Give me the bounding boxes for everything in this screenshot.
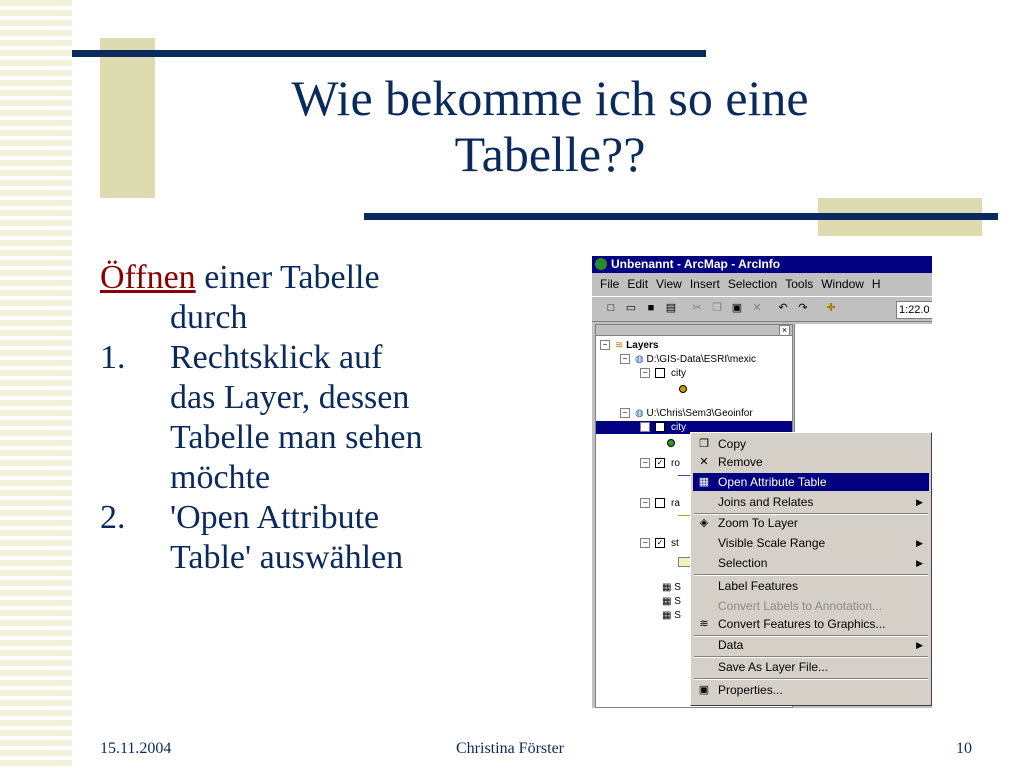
layer-checkbox[interactable]: ✓: [656, 458, 664, 468]
collapse-icon[interactable]: −: [600, 340, 610, 350]
dataframe-icon: ◍: [635, 408, 647, 419]
window-title: Unbenannt - ArcMap - ArcInfo: [611, 257, 781, 271]
menu-item-selection[interactable]: [693, 554, 929, 572]
copy-icon: ❐: [699, 438, 709, 450]
collapse-icon[interactable]: −: [640, 422, 650, 432]
table-label: S: [674, 596, 681, 607]
standard-toolbar: [592, 296, 932, 322]
toc-layer-ra[interactable]: [640, 497, 680, 510]
layer-checkbox[interactable]: ✓: [656, 538, 664, 548]
footer-page-number: 10: [956, 740, 972, 757]
menu-item-label: Zoom To Layer: [718, 516, 798, 530]
submenu-arrow-icon: ▶: [916, 558, 923, 568]
zoom-icon: ◈: [699, 517, 709, 529]
menu-item-joins-relates[interactable]: [693, 493, 929, 511]
menu-help[interactable]: H: [871, 277, 881, 291]
step-line: 'Open Attribute: [170, 499, 380, 536]
menu-separator: [694, 678, 928, 680]
intro-line: [100, 258, 540, 298]
menu-selection[interactable]: Selection: [727, 277, 778, 291]
menu-item-open-attribute-table[interactable]: [693, 473, 929, 491]
menu-item-label: Copy: [718, 437, 747, 451]
point-symbol-icon: [679, 385, 687, 393]
menu-bar: [592, 274, 932, 294]
footer-author: Christina Förster: [456, 740, 564, 757]
map-scale-field[interactable]: 1:22.0: [896, 301, 932, 319]
layer-label: st: [671, 538, 679, 549]
step-line: Rechtsklick auf: [170, 339, 383, 376]
top-rule: [72, 50, 706, 57]
menu-item-label: Data: [718, 638, 744, 652]
title-line-1: Wie bekomme ich so eine: [291, 70, 809, 126]
layer-checkbox[interactable]: [655, 368, 665, 378]
table-icon: ▦: [698, 476, 710, 488]
menu-insert[interactable]: Insert: [689, 277, 720, 291]
menu-item-label: Open Attribute Table: [718, 475, 827, 489]
step-1: [100, 338, 540, 498]
submenu-arrow-icon: ▶: [916, 497, 923, 507]
toc-layer-city-1[interactable]: [640, 367, 686, 380]
step-line: Table' auswählen: [170, 539, 404, 576]
title-line-2: Tabelle??: [454, 126, 646, 182]
slide-title: [190, 70, 910, 182]
toc-dataframe-2[interactable]: [620, 407, 753, 420]
step-2: [100, 498, 540, 578]
intro-continuation: durch: [170, 299, 248, 336]
menu-item-label: Properties...: [718, 683, 783, 697]
striped-left-border: [0, 0, 72, 768]
dataframe-1-label: D:\GIS-Data\ESRI\mexic: [646, 354, 756, 365]
new-icon[interactable]: □: [607, 302, 615, 314]
properties-icon: ▣: [698, 684, 710, 696]
cut-icon[interactable]: ✂: [692, 302, 702, 314]
collapse-icon[interactable]: −: [620, 354, 630, 364]
menu-item-copy[interactable]: [693, 435, 929, 453]
collapse-icon[interactable]: −: [640, 498, 650, 508]
open-icon[interactable]: ▭: [625, 302, 637, 314]
layer-label: city: [671, 422, 686, 433]
toc-table-2[interactable]: [662, 595, 681, 608]
step-line: das Layer, dessen: [170, 379, 410, 416]
menu-item-label: Remove: [718, 455, 763, 469]
paste-icon[interactable]: ▣: [731, 302, 743, 314]
menu-view[interactable]: View: [656, 277, 682, 291]
step-line: möchte: [170, 459, 271, 496]
menu-item-label: Save As Layer File...: [718, 660, 829, 674]
menu-item-label: Convert Features to Graphics...: [718, 617, 886, 631]
collapse-icon[interactable]: −: [640, 538, 650, 548]
close-icon[interactable]: ×: [779, 325, 790, 336]
menu-item-convert-features[interactable]: [693, 615, 929, 633]
menu-item-remove[interactable]: [693, 453, 929, 471]
menu-file[interactable]: File: [600, 277, 620, 291]
intro-link[interactable]: Öffnen: [100, 259, 196, 296]
layer-checkbox[interactable]: [655, 498, 665, 508]
undo-icon[interactable]: ↶: [778, 302, 788, 314]
footer-date: 15.11.2004: [100, 740, 172, 757]
layer-context-menu: [690, 432, 932, 706]
toc-layers-root[interactable]: [600, 339, 658, 352]
table-label: S: [674, 582, 681, 593]
menu-item-label-features[interactable]: [693, 577, 929, 595]
toc-table-3[interactable]: [662, 609, 681, 622]
menu-item-convert-labels: [693, 597, 929, 615]
menu-edit[interactable]: Edit: [627, 277, 649, 291]
submenu-arrow-icon: ▶: [916, 640, 923, 650]
table-icon: ▦: [662, 596, 675, 607]
table-icon: ▦: [662, 610, 675, 621]
dataframe-2-label: U:\Chris\Sem3\Geoinfor: [646, 408, 753, 419]
toc-layer-st[interactable]: [640, 537, 679, 550]
menu-item-save-layer-file[interactable]: [693, 658, 929, 676]
collapse-icon[interactable]: −: [640, 458, 650, 468]
redo-icon[interactable]: ↷: [798, 302, 808, 314]
collapse-icon[interactable]: −: [620, 408, 630, 418]
collapse-icon[interactable]: −: [640, 368, 650, 378]
arcmap-globe-icon: [595, 258, 607, 270]
intro-text: einer Tabelle: [195, 259, 380, 296]
layer-label: city: [671, 368, 686, 379]
menu-item-properties[interactable]: [693, 681, 929, 699]
save-icon[interactable]: ■: [647, 302, 655, 314]
point-symbol-icon: [667, 439, 675, 447]
copy-tool-icon[interactable]: ❐: [712, 302, 722, 314]
menu-item-data[interactable]: [693, 636, 929, 654]
dataframe-icon: ◍: [635, 354, 647, 365]
menu-item-label: Convert Labels to Annotation...: [718, 599, 883, 613]
toc-root-label: Layers: [626, 340, 659, 351]
table-icon: ▦: [662, 582, 675, 593]
submenu-arrow-icon: ▶: [916, 538, 923, 548]
print-icon[interactable]: ▤: [665, 302, 677, 314]
menu-item-label: Visible Scale Range: [718, 536, 826, 550]
slide-body: [100, 258, 540, 578]
menu-window[interactable]: Window: [821, 277, 864, 291]
toc-table-1[interactable]: [662, 581, 681, 594]
delete-icon[interactable]: ✕: [752, 302, 762, 314]
toc-dataframe-1[interactable]: [620, 353, 756, 366]
bottom-rule: [364, 213, 998, 220]
toc-grip-bar: [596, 325, 792, 336]
menu-item-visible-scale-range[interactable]: [693, 534, 929, 552]
step-line: Tabelle man sehen: [170, 419, 423, 456]
layer-label: ro: [671, 458, 680, 469]
menu-item-label: Selection: [718, 556, 768, 570]
toc-layer-ro[interactable]: [640, 457, 680, 470]
layer-label: ra: [671, 498, 680, 509]
step-number: 1.: [100, 339, 126, 376]
convert-icon: ≋: [699, 618, 709, 630]
table-label: S: [674, 610, 681, 621]
remove-icon: ✕: [699, 456, 709, 468]
layers-icon: ≋: [615, 340, 627, 351]
menu-item-label: Label Features: [718, 579, 799, 593]
menu-item-zoom-to-layer[interactable]: [693, 514, 929, 532]
layer-checkbox[interactable]: ✓: [656, 422, 664, 432]
add-data-icon[interactable]: ✚: [826, 302, 836, 314]
step-number: 2.: [100, 499, 126, 536]
window-title-bar[interactable]: [592, 256, 932, 273]
beige-block-top: [100, 38, 155, 198]
menu-item-label: Joins and Relates: [718, 495, 814, 509]
menu-tools[interactable]: Tools: [785, 277, 814, 291]
menu-separator: [694, 574, 928, 576]
